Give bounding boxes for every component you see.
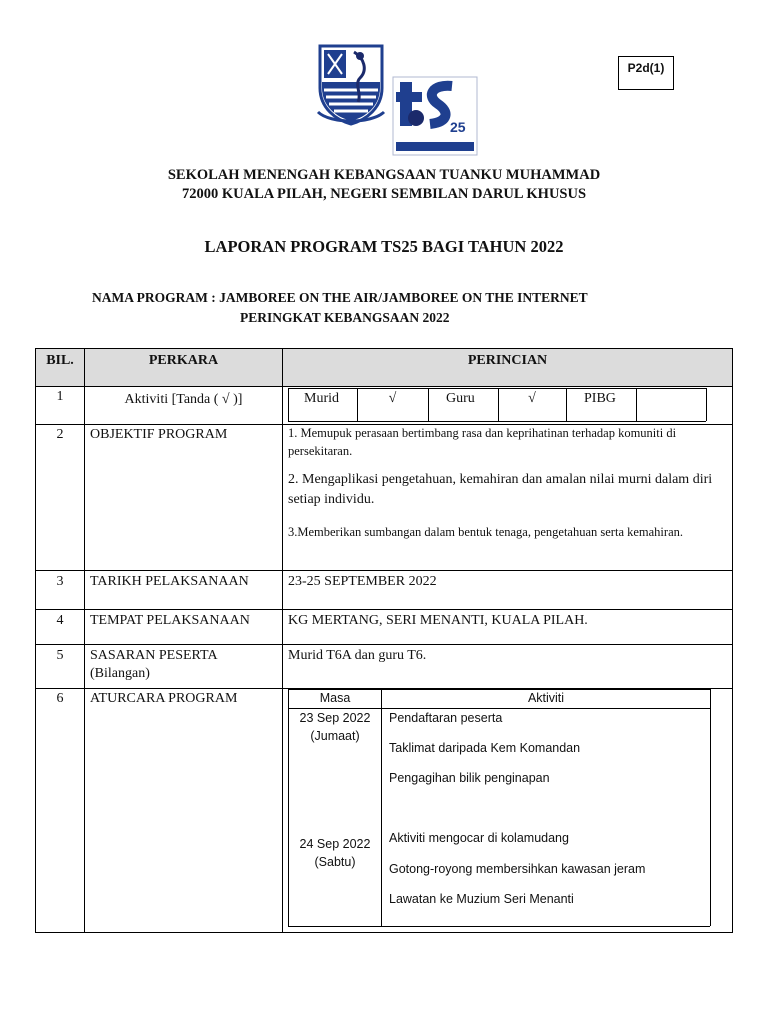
row5-perkara: SASARAN PESERTA (90, 648, 218, 663)
row2-perkara: OBJEKTIF PROGRAM (90, 427, 228, 442)
murid-label: Murid (304, 391, 339, 406)
row5-perincian: Murid T6A dan guru T6. (288, 648, 427, 663)
row3-bil: 3 (56, 574, 64, 589)
day2-activity-1: Aktiviti mengocar di kolamudang (389, 831, 569, 845)
day2-activity-2: Gotong-royong membersihkan kawasan jeram (389, 862, 646, 876)
school-crest-logo (316, 42, 386, 126)
day2-day: (Sabtu) (314, 855, 356, 869)
ts25-number: 25 (450, 119, 466, 135)
day1-activity-2: Taklimat daripada Kem Komandan (389, 741, 581, 755)
row5-perkara-note: (Bilangan) (90, 666, 150, 681)
report-title: LAPORAN PROGRAM TS25 BAGI TAHUN 2022 (204, 237, 564, 256)
row4-perincian: KG MERTANG, SERI MENANTI, KUALA PILAH. (288, 613, 588, 628)
row6-bil: 6 (56, 691, 64, 706)
guru-check: √ (528, 391, 536, 406)
school-name: SEKOLAH MENENGAH KEBANGSAAN TUANKU MUHAMMAD (167, 167, 601, 183)
row5-bil: 5 (56, 648, 64, 663)
ts25-logo (392, 76, 478, 156)
form-code-box: P2d(1) (618, 56, 674, 90)
day1-date: 23 Sep 2022 (299, 711, 371, 725)
row4-perkara: TEMPAT PELAKSANAAN (90, 613, 250, 628)
schedule-header-aktiviti: Aktiviti (527, 691, 565, 705)
murid-check: √ (388, 391, 397, 406)
header-perkara: PERKARA (148, 353, 219, 368)
row2-bil: 2 (56, 427, 64, 442)
guru-label: Guru (446, 391, 475, 406)
day2-activity-3: Lawatan ke Muzium Seri Menanti (389, 892, 574, 906)
schedule-header-masa: Masa (319, 691, 351, 705)
objective-2: 2. Mengaplikasi pengetahuan, kemahiran dan amalan nilai murni dalam diri setiap individu. (288, 472, 713, 507)
row4-bil: 4 (56, 613, 64, 628)
row3-perkara: TARIKH PELAKSANAAN (90, 574, 249, 589)
row1-perkara: Aktiviti [Tanda ( √ )] (124, 392, 243, 407)
pibg-label: PIBG (584, 391, 616, 406)
objective-3: 3.Memberikan sumbangan dalam bentuk tenaga, pengetahuan serta kemahiran. (288, 525, 683, 539)
program-name-line2: PERINGKAT KEBANGSAAN 2022 (240, 310, 450, 325)
program-name-line1: NAMA PROGRAM : JAMBOREE ON THE AIR/JAMBOREE ON THE INTERNET (92, 290, 588, 305)
header-perincian: PERINCIAN (467, 353, 548, 368)
row6-perkara: ATURCARA PROGRAM (90, 691, 238, 706)
objective-1: 1. Memupuk perasaan bertimbang rasa dan keprihatinan terhadap komuniti di persekitaran. (288, 426, 677, 458)
day1-day: (Jumaat) (310, 729, 360, 743)
header-bil: BIL. (46, 353, 74, 368)
day1-activity-3: Pengagihan bilik penginapan (389, 771, 550, 785)
day1-activity-1: Pendaftaran peserta (389, 711, 503, 725)
day2-date: 24 Sep 2022 (299, 837, 371, 851)
row1-bil: 1 (56, 389, 64, 404)
row3-perincian: 23-25 SEPTEMBER 2022 (288, 574, 437, 589)
school-address: 72000 KUALA PILAH, NEGERI SEMBILAN DARUL KHUSUS (181, 186, 587, 202)
